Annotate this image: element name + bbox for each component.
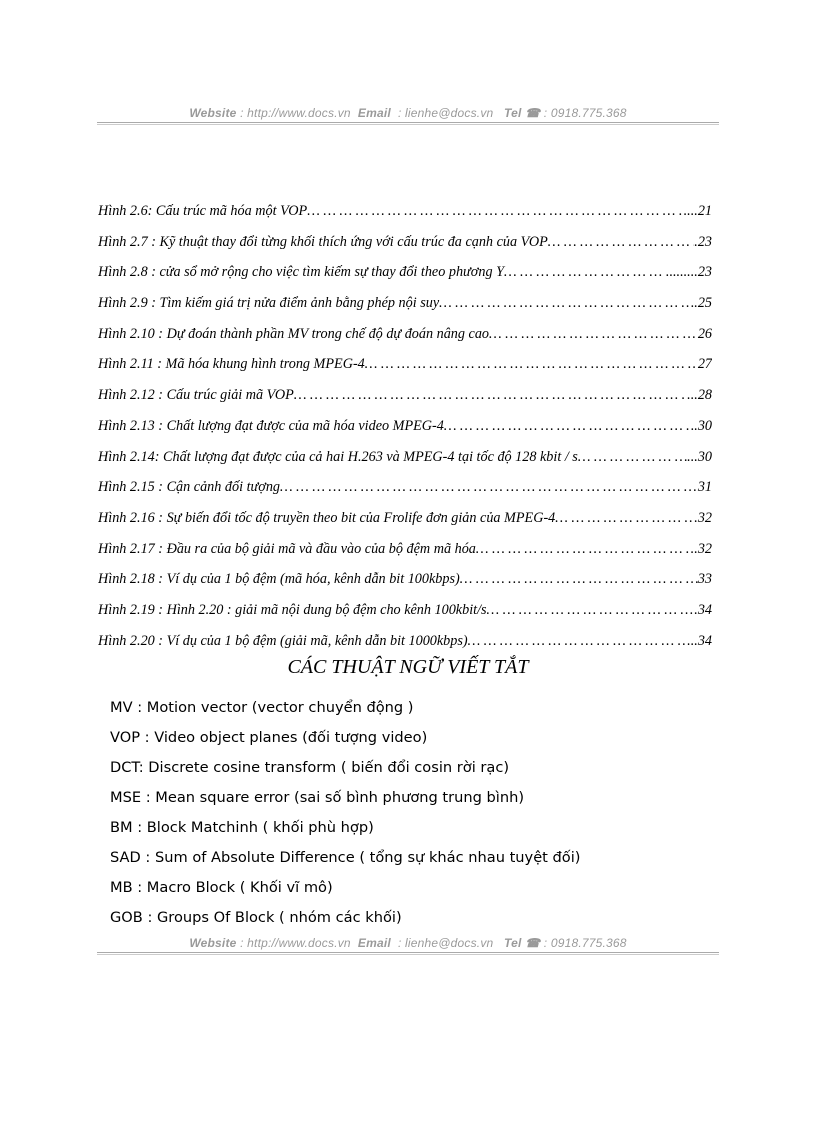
toc-item-title: Hình 2.13 : Chất lượng đạt được của mã hóa video MPEG-4 [98,417,444,434]
page-header-bottom [97,936,719,950]
toc-item-title: Hình 2.18 : Ví dụ của 1 bộ đệm (mã hóa, kênh dẫn bit 100kbps) [98,571,460,588]
toc-item [98,324,712,355]
toc-item [98,262,712,293]
toc-item [98,539,712,570]
abbreviation-item: DCT: Discrete cosine transform ( biến đổi cosin rời rạc) [110,759,510,776]
toc-item-title: Hình 2.14: Chất lượng đạt được của cả hai H.263 và MPEG-4 tại tốc độ 128 kbit / s [98,448,578,465]
toc-item-page: ...21 [687,203,712,219]
toc-item-title: Hình 2.16 : Sự biến đổi tốc độ truyền theo bit của Frolife đơn giản của MPEG-4 [98,509,556,526]
toc-leader [548,232,695,263]
toc-item-title: Hình 2.6: Cấu trúc mã hóa một VOP [98,203,308,219]
abbreviation-item: MB : Macro Block ( Khối vĩ mô) [110,879,333,896]
email-value: : lienhe@docs.vn [397,936,494,950]
abbreviation-item: GOB : Groups Of Block ( nhóm các khối) [110,909,402,926]
toc-item-title: Hình 2.10 : Dự đoán thành phần MV trong chế độ dự đoán nâng cao [98,325,490,342]
tel-label: Tel [504,106,522,120]
tel-label: Tel [504,936,522,950]
toc-item-title: Hình 2.11 : Mã hóa khung hình trong MPEG-4 [98,356,365,373]
abbreviation-item: MV : Motion vector (vector chuyển động ) [110,699,414,716]
toc-item [98,385,712,416]
toc-item-title: Hình 2.19 : Hình 2.20 : giải mã nội dung bộ đệm cho kênh 100kbit/s [98,601,487,618]
toc-leader [489,324,698,355]
phone-icon: ☎ [525,936,541,950]
toc-item-page: 33 [697,571,712,588]
email-label: Email [357,936,391,950]
toc-item-page: ..34 [690,632,712,649]
tel-value: : 0918.775.368 [543,936,627,950]
toc-item-page: 31 [697,479,712,496]
toc-item-page: 26 [697,325,712,342]
website-value: : http://www.docs.vn [240,936,351,950]
toc-item-title: Hình 2.8 : cửa sổ mở rộng cho việc tìm kiếm sự thay đổi theo phương Y [98,264,504,281]
toc-item-page: .32 [694,540,712,557]
toc-item-title: Hình 2.7 : Kỹ thuật thay đổi từng khối thích ứng với cấu trúc đa cạnh của VOP [98,233,548,250]
toc-item-page: .23 [694,233,712,250]
website-value: : http://www.docs.vn [240,106,351,120]
toc-item-page: ...30 [687,448,712,465]
toc-item-page: .34 [694,601,712,618]
toc-item [98,354,712,385]
toc-leader [460,569,698,600]
toc-item [98,600,712,631]
toc-item-page: .........23 [665,264,712,281]
header-divider-bottom [97,952,719,955]
toc-item [98,293,712,324]
toc-item-page: .25 [694,295,712,312]
toc-item [98,477,712,508]
toc-item-page: .32 [694,509,712,526]
toc-item [98,447,712,478]
toc-leader [578,447,687,478]
toc-leader [555,508,694,539]
phone-icon: ☎ [525,106,541,120]
toc-leader [439,293,694,324]
toc-leader [280,477,698,508]
abbreviation-list [110,697,580,937]
toc-item [98,232,712,263]
toc-item-page: .30 [694,417,712,434]
page-header-top [97,106,719,120]
abbreviation-item: SAD : Sum of Absolute Difference ( tổng sự khác nhau tuyệt đối) [110,849,581,866]
abbreviation-item: VOP : Video object planes (đối tượng video) [110,729,428,746]
toc-item-page: ...28 [687,387,712,404]
toc-leader [504,262,666,293]
toc-item [98,201,712,232]
toc-item-title: Hình 2.12 : Cấu trúc giải mã VOP [98,387,294,404]
toc-leader [487,600,695,631]
email-value: : lienhe@docs.vn [397,106,494,120]
toc-item [98,508,712,539]
toc-item [98,569,712,600]
section-title: CÁC THUẬT NGỮ VIẾT TẮT [287,656,529,678]
figure-list [98,201,712,661]
header-divider-top [97,122,719,125]
toc-item-title: Hình 2.15 : Cận cảnh đối tượng [98,479,281,496]
toc-item-page: 27 [697,356,712,373]
toc-leader [444,416,694,447]
toc-item-title: Hình 2.9 : Tìm kiếm giá trị nửa điểm ảnh bằng phép nội suy [98,295,440,312]
toc-leader [307,201,687,232]
toc-item [98,416,712,447]
toc-leader [294,385,687,416]
toc-item-title: Hình 2.17 : Đầu ra của bộ giải mã và đầu vào của bộ đệm mã hóa [98,540,476,557]
tel-value: : 0918.775.368 [543,106,627,120]
abbreviation-item: MSE : Mean square error (sai số bình phương trung bình) [110,789,525,806]
email-label: Email [357,106,391,120]
toc-leader [476,539,694,570]
website-label: Website [189,936,237,950]
toc-item-title: Hình 2.20 : Ví dụ của 1 bộ đệm (giải mã, kênh dẫn bit 1000kbps) [98,632,468,649]
toc-leader [365,354,698,385]
abbreviation-item: BM : Block Matchinh ( khối phù hợp) [110,819,374,836]
website-label: Website [189,106,237,120]
